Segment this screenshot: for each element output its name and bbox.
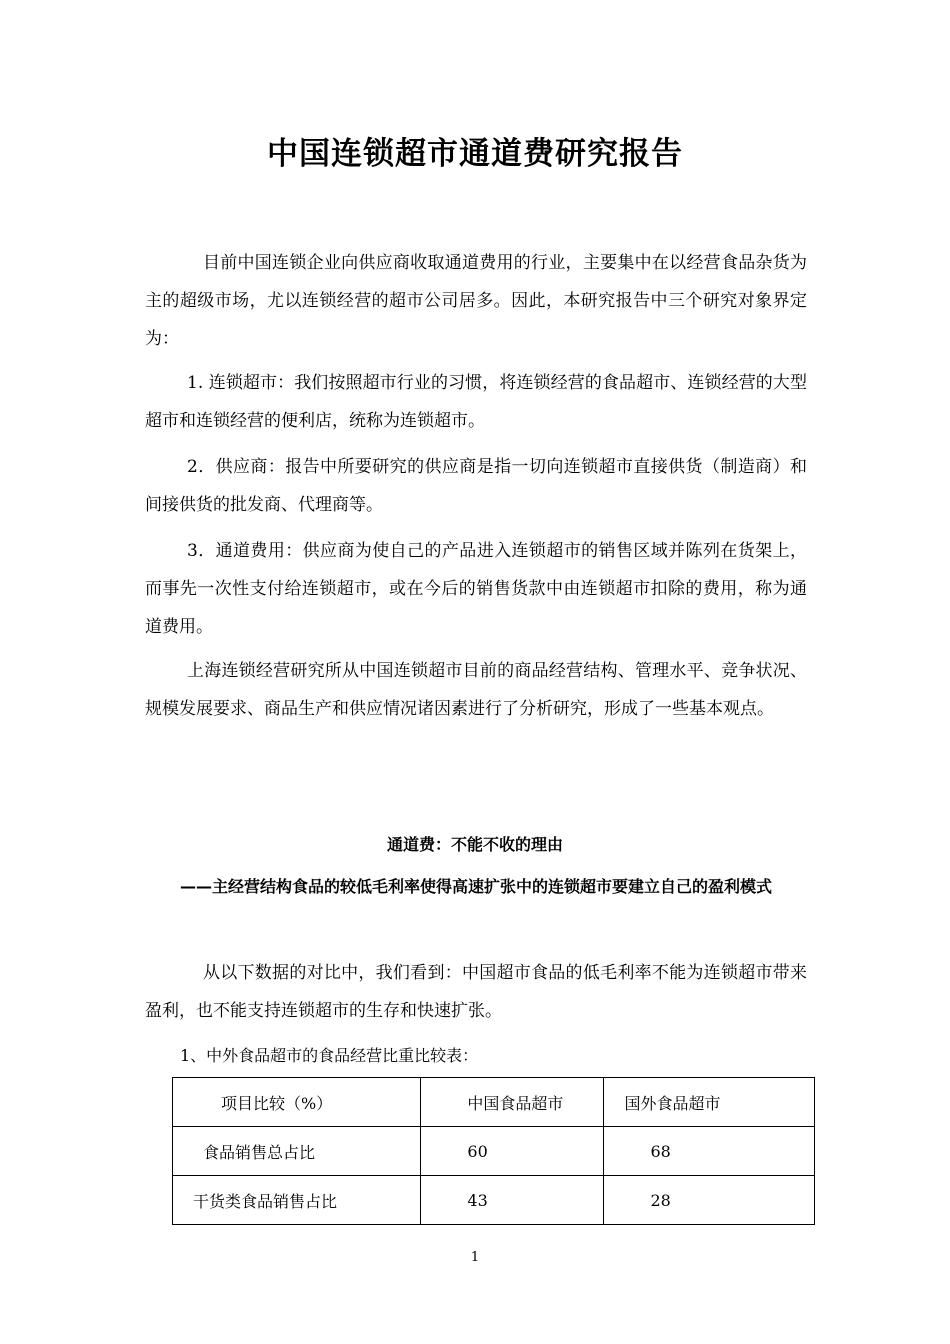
page-number: 1 — [470, 1250, 480, 1265]
table-header-row — [173, 1078, 815, 1127]
section-heading: 通道费：不能不收的理由 — [386, 835, 563, 854]
table-cell: 食品销售总占比 — [173, 1127, 421, 1176]
definition-supplier: 2．供应商：报告中所要研究的供应商是指一切向连锁超市直接供货（制造商）和间接供货的批发商、代理商等。 — [145, 457, 807, 515]
table-header-cell: 项目比较（%） — [173, 1078, 421, 1127]
table-header-cell: 国外食品超市 — [604, 1078, 815, 1127]
table-row — [173, 1127, 815, 1176]
table-cell: 43 — [421, 1176, 604, 1225]
comparison-table — [172, 1077, 815, 1225]
table-row — [173, 1176, 815, 1225]
research-paragraph: 上海连锁经营研究所从中国连锁超市目前的商品经营结构、管理水平、竞争状况、规模发展要求、商品生产和供应情况诸因素进行了分析研究，形成了一些基本观点。 — [145, 661, 807, 719]
section-subheading: ——主经营结构食品的较低毛利率使得高速扩张中的连锁超市要建立自己的盈利模式 — [179, 877, 772, 896]
document-title: 中国连锁超市通道费研究报告 — [267, 136, 683, 172]
table-cell: 28 — [604, 1176, 815, 1225]
table-header-cell: 中国食品超市 — [421, 1078, 604, 1127]
definition-supermarket: 1. 连锁超市：我们按照超市行业的习惯，将连锁经营的食品超市、连锁经营的大型超市和连锁经营的便利店，统称为连锁超市。 — [145, 373, 807, 431]
table-caption: 1、中外食品超市的食品经营比重比较表： — [180, 1046, 479, 1065]
definition-channel-fee: 3．通道费用：供应商为使自己的产品进入连锁超市的销售区域并陈列在货架上，而事先一次性支付给连锁超市，或在今后的销售货款中由连锁超市扣除的费用，称为通道费用。 — [145, 541, 807, 637]
table-cell: 60 — [421, 1127, 604, 1176]
table-cell: 干货类食品销售占比 — [173, 1176, 421, 1225]
intro-paragraph: 目前中国连锁企业向供应商收取通道费用的行业，主要集中在以经营食品杂货为主的超级市场，尤以连锁经营的超市公司居多。因此，本研究报告中三个研究对象界定为： — [145, 253, 807, 349]
table-cell: 68 — [604, 1127, 815, 1176]
section-body: 从以下数据的对比中，我们看到：中国超市食品的低毛利率不能为连锁超市带来盈利，也不能支持连锁超市的生存和快速扩张。 — [145, 963, 807, 1021]
